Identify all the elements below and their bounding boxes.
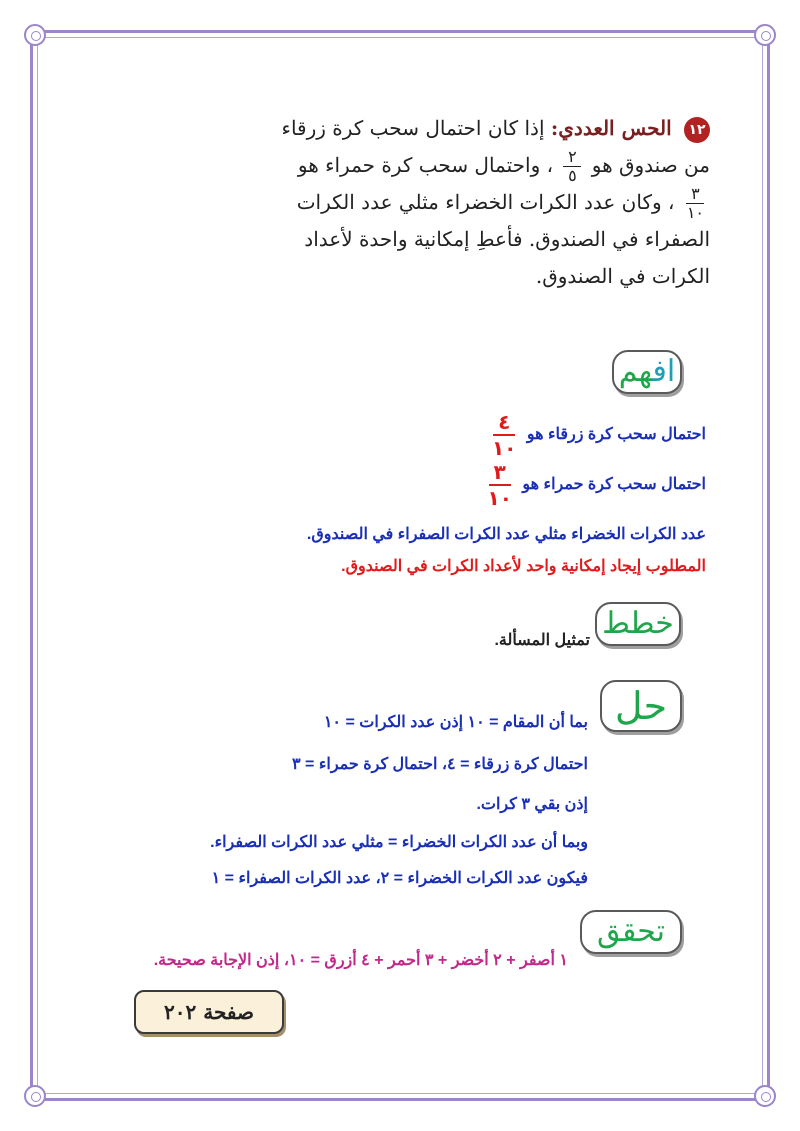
problem-text-1: إذا كان احتمال سحب كرة زرقاء من صندوق هو <box>281 116 710 177</box>
fraction-blue <box>563 149 581 184</box>
problem-statement <box>270 110 710 295</box>
understand-line-4: المطلوب إيجاد إمكانية واحد لأعداد الكرات في الصندوق. <box>341 558 706 575</box>
solve-label-text: حل <box>614 684 668 728</box>
problem-concept: الحس العددي: <box>550 116 672 140</box>
fraction-denominator: ١٠ <box>491 436 517 460</box>
understand-label-part-b: هم <box>618 354 653 389</box>
solve-line-4: وبما أن عدد الكرات الخضراء = مثلي عدد الكرات الصفراء. <box>210 834 588 851</box>
check-label-text: تحقق <box>597 914 665 949</box>
corner-ornament-icon <box>754 1085 776 1107</box>
understand-line-2 <box>482 462 706 508</box>
solve-line-3: إذن بقي ٣ كرات. <box>476 796 588 813</box>
understand-label-part-a: اف <box>652 354 676 389</box>
understand-line-3: عدد الكرات الخضراء مثلي عدد الكرات الصفراء في الصندوق. <box>306 526 706 543</box>
solve-line-5: فيكون عدد الكرات الخضراء = ٢، عدد الكرات الصفراء = ١ <box>211 870 588 887</box>
corner-ornament-icon <box>24 1085 46 1107</box>
corner-ornament-icon <box>24 24 46 46</box>
problem-text-3: ، وكان عدد الكرات الخضراء مثلي عدد الكرات الصفراء في الصندوق. فأعطِ إمكانية واحدة لأعداد الكرات في الصندوق. <box>296 190 710 288</box>
check-text: ١ أصفر + ٢ أخضر + ٣ أحمر + ٤ أزرق = ١٠، إذن الإجابة صحيحة. <box>153 952 568 969</box>
understand-line-2-text: احتمال سحب كرة حمراء هو <box>522 476 706 494</box>
fraction-denominator: ١٠ <box>686 203 704 222</box>
fraction-red <box>685 186 706 221</box>
fraction-numerator: ٢ <box>568 147 577 166</box>
question-number-badge: ١٢ <box>684 117 710 143</box>
problem-text-2: ، واحتمال سحب كرة حمراء هو <box>297 153 554 177</box>
page-reference: صفحة ٢٠٢ <box>134 990 284 1034</box>
solve-line-1: بما أن المقام = ١٠ إذن عدد الكرات = ١٠ <box>323 714 588 731</box>
understand-line-1 <box>486 412 706 458</box>
fraction-denominator: ١٠ <box>487 486 512 510</box>
solve-label <box>600 680 682 732</box>
understand-label <box>612 350 682 394</box>
plan-text: تمثيل المسألة. <box>494 632 590 649</box>
fraction-numerator: ٣ <box>691 184 700 203</box>
plan-label-text: خطط <box>602 606 674 641</box>
fraction-numerator: ٤ <box>498 410 511 434</box>
check-label <box>580 910 682 954</box>
fraction-red-ball <box>488 462 512 508</box>
plan-label <box>595 602 681 646</box>
fraction-blue-ball <box>492 412 516 458</box>
fraction-numerator: ٣ <box>493 460 506 484</box>
fraction-denominator: ٥ <box>568 166 577 185</box>
understand-line-1-text: احتمال سحب كرة زرقاء هو <box>526 426 706 444</box>
solve-line-2: احتمال كرة زرقاء = ٤، احتمال كرة حمراء = ٣ <box>292 756 588 773</box>
corner-ornament-icon <box>754 24 776 46</box>
